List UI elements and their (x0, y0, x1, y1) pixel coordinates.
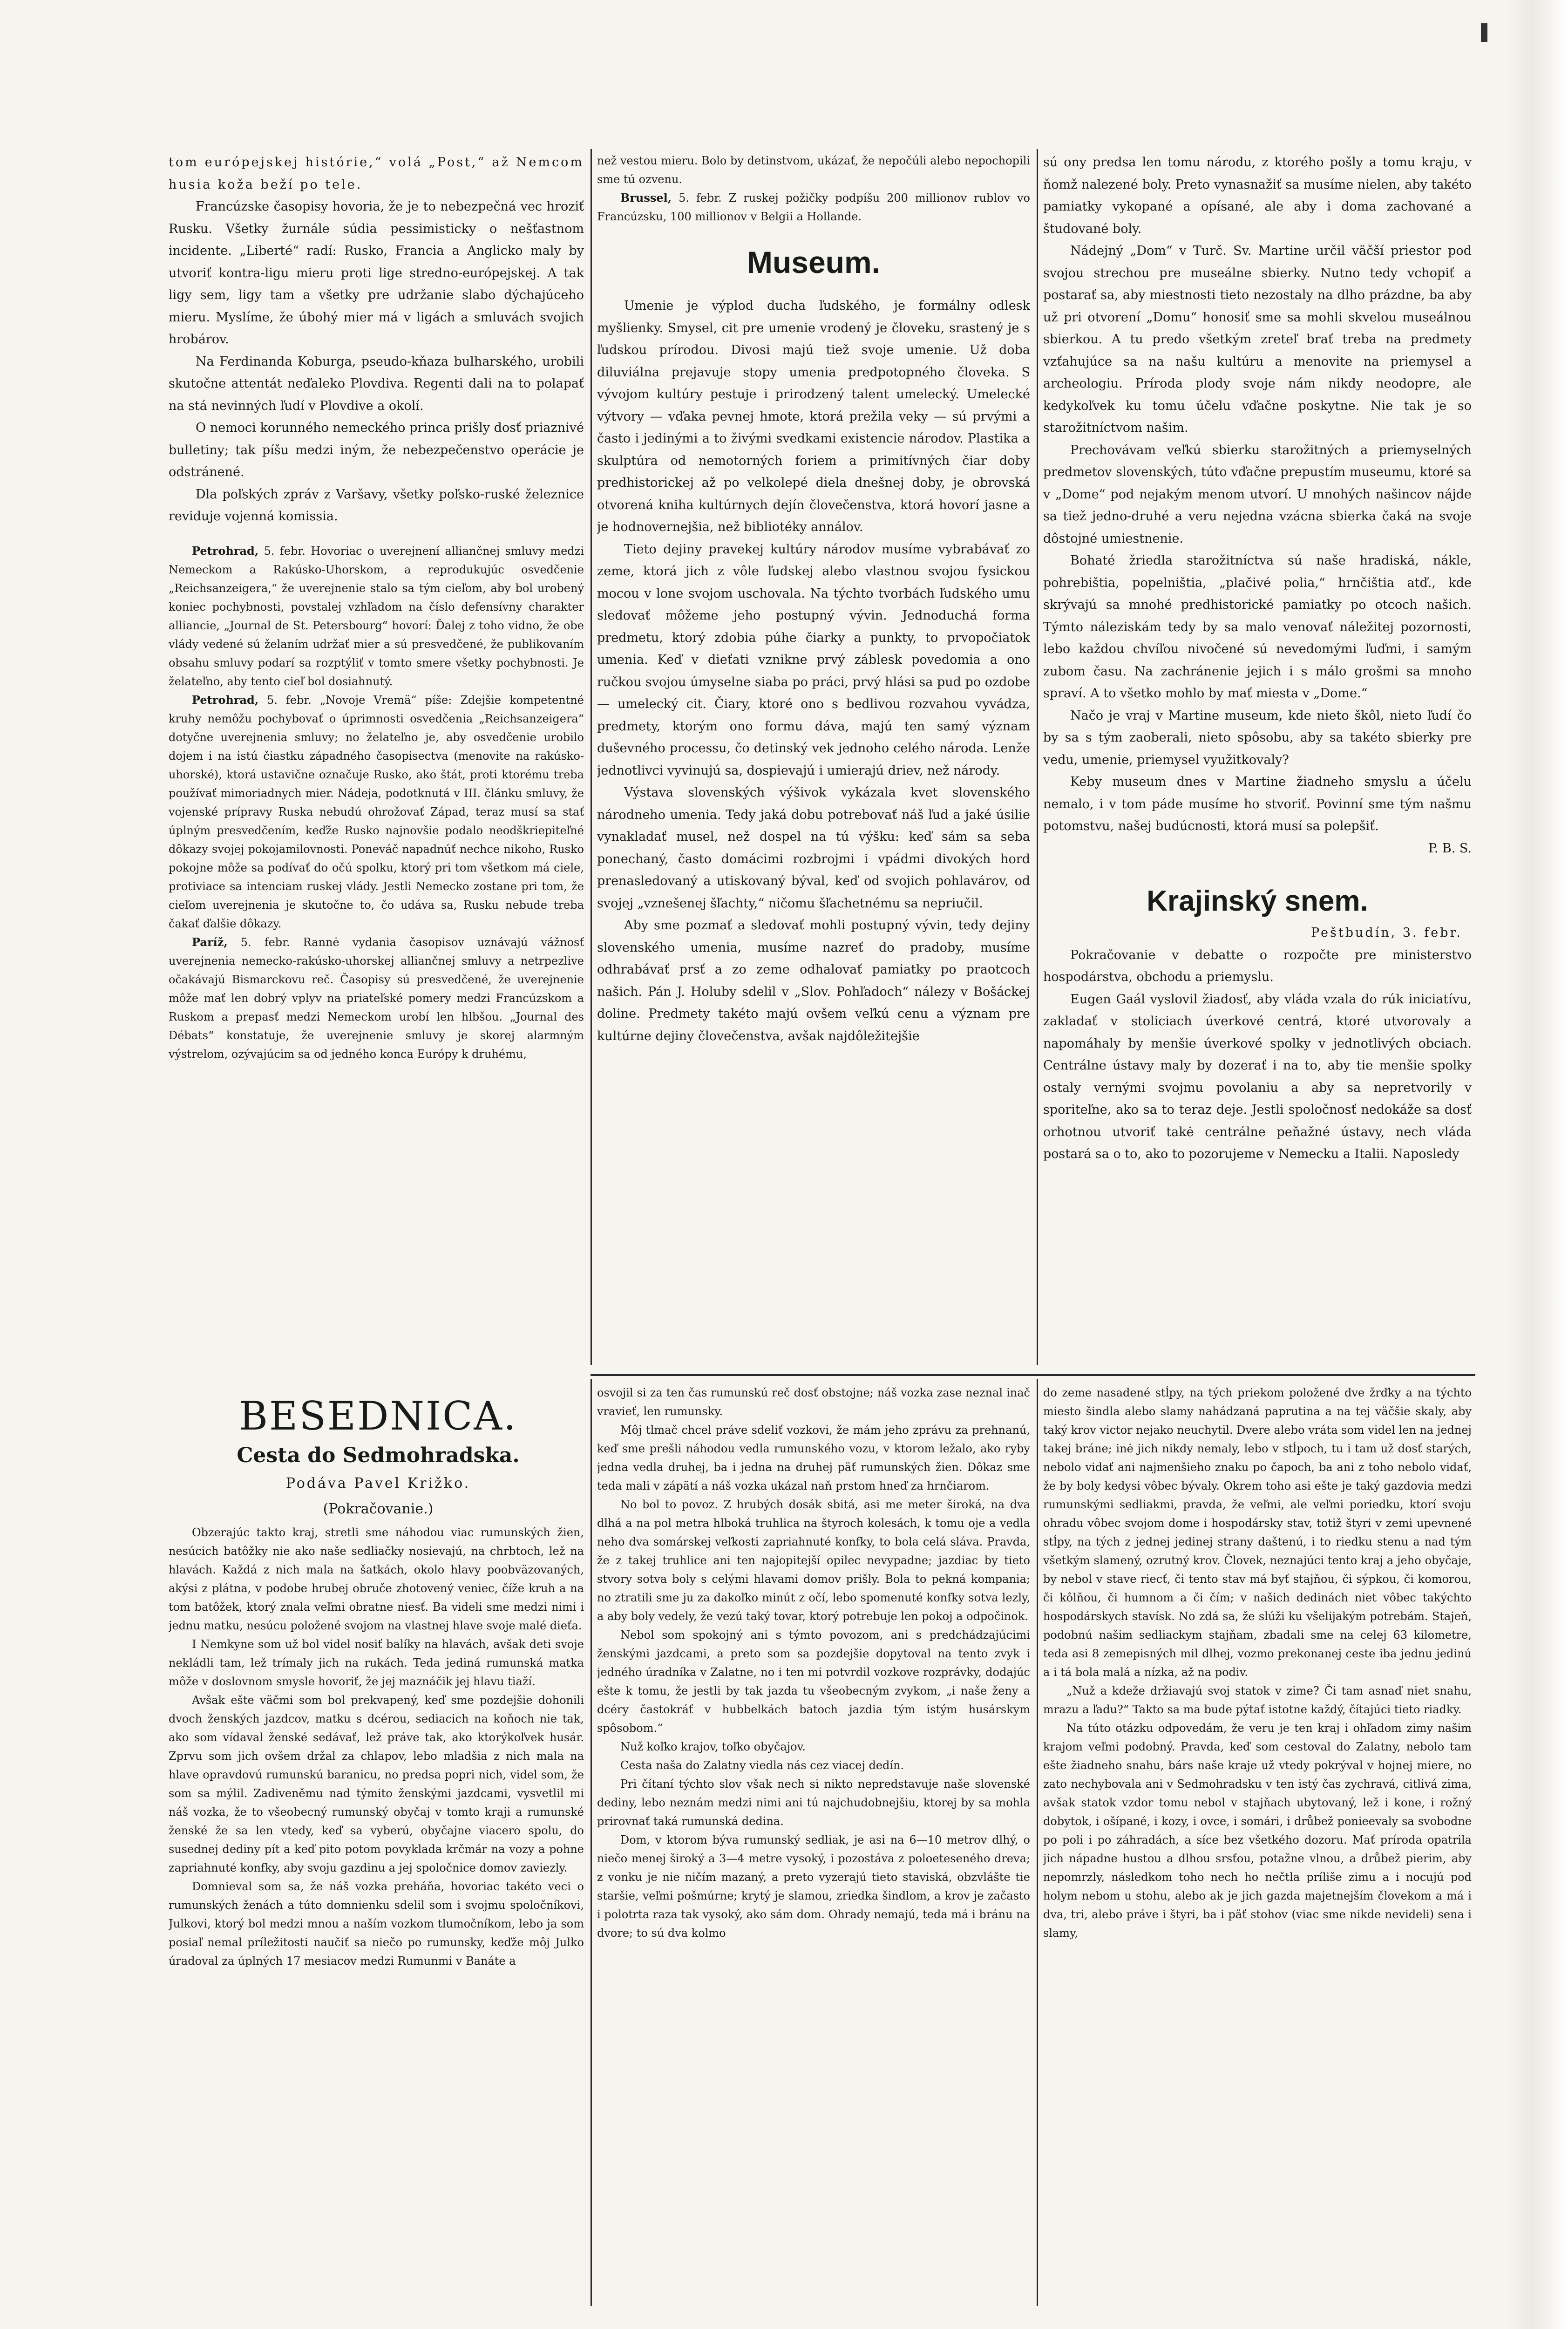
feuilleton-paragraph: Dom, v ktorom býva rumunský sedliak, je asi na 6—10 metrov dlhý, o niečo menej široký a 3—4 metre vysoký, i pozostáva z poloeteseného dreva; z vonku je nie ničím mazaný, a preto vyzerajú tieto staviská, obzvlášte tie staršie, veľmi pošmúrne; krytý je slamou, zriedka šindlom, a krov je začasto i polotrta raza tak vysoký, ako sám dom. Ohrady nemajú, teda má i bránu na dvore; to sú dva kolmo (597, 1833, 1030, 1940)
museum-paragraph: Tieto dejiny pravekej kultúry národov musíme vybrabávať zo zeme, ktorá jich z vôle ľudskej alebo vlastnou svojou fysickou mocou v lone svojom uschovala. Na týchto tvorbách ľudského umu sledovať môžeme jeho postupný vývin. Jednoduchá forma predmetu, ktorý zdobia púhe čiarky a punkty, to prvopočiatok umenia. Keď v dieťati vznikne prvý záblesk povedomia a ono ručkou svojou úmyselne siaba po práci, prvý hlási sa pud po ozdobe — umelecký cit. Čiary, ktoré ono s bedlivou rozvahou vyvádza, predmety, ktorým ono formu dáva, majú ten samý význam duševného processu, čo detinský vek jednoho celého národa. Lenže jednotlivci vyvinujú sa, dospievajú i umierajú driev, než národy. (597, 542, 1030, 778)
feuilleton-divider (591, 1374, 1475, 1376)
feuilleton-paragraph: Nuž koľko krajov, toľko obyčajov. (620, 1740, 806, 1753)
parliament-heading: Krajinský snem. (1147, 885, 1368, 917)
feuilleton-paragraph: Nebol som spokojný ani s týmto povozom, ani s predchádzajúcimi ženskými jazdcami, a preto som sa pozdejšie dopytoval na tento zvyk i jedného úradníka v Zalatne, no i ten mi potvrdil vozkove rozprávky, dodajúc ešte k tomu, že jestli by tak jazda tu všeobecným zvykom, „i naše ženy a dcéry častokráť v hubbelkách batoch jazdia tým istým husárskym spôsobom.“ (597, 1628, 1030, 1735)
news-column-1 (169, 151, 584, 1362)
telegram-block (169, 542, 584, 1063)
telegram-text: 5. febr. Hovoriac o uverejnení alliančnej smluvy medzi Nemeckom a Rakúsko-Uhorskom, a reprodukujúc osvedčenie „Reichsanzeigera,“ že uverejnenie stalo sa tým cieľom, aby bol urobený koniec pochybnosti, povstalej vzhľadom na číslo defensívny charakter alliancie, „Journal de St. Petersbourg“ hovorí: Ďalej z toho vidno, že obe vlády vedené sú želaním udržať mier a sú presvedčené, že publikovaním obsahu smluvy podarí sa rozptýliť v tomto smere všetky pochybnosti. Je želateľno, aby tento cieľ bol dosiahnutý. (169, 544, 584, 688)
museum-paragraph: sú ony predsa len tomu národu, z ktorého pošly a tomu kraju, v ňomž nalezené boly. Preto vynasnažiť sa musíme nielen, aby takéto pamiatky vykopané a opísané, ale aby i doma zachované a študované boly. (1043, 155, 1472, 236)
telegram-text: 5. febr. „Novoje Vremä“ píše: Zdejšie kompetentné kruhy nemôžu pochybovať o úprimnosti osvedčenia „Reichsanzeigera“ dotyčne uverejnenia smluvy; no želateľno je, aby osvedčenie urobilo dojem i na istú čiastku západného časopisectva (menovite na rakúsko-uhorské), ktorá ustavične označuje Rusko, ako štát, proti ktorému treba používať mimoriadnych mier. Nádeja, podotknutá v III. článku smluvy, že vojenské prípravy Ruska nebudú ohrožovať Západ, teraz musí sa stať úplným presvedčením, keďže Rusko najnovšie podalo neodškriepiteľné dôkazy svojej pokojamilovnosti. Poneváč napadnúť nechce nikoho, Rusko pokojne môže sa podívať do očú spolku, ktorý pri tom všetkom má ciele, protiviace sa intenciam ruskej vlády. Jestli Nemecko zostane pri tom, že cieľom uverejnenia je skutočne to, čo udáva sa, Rusku nebude treba čakať ďalšie dôkazy. (169, 693, 584, 930)
column-rule (1037, 149, 1038, 1365)
telegram-text: 5. febr. Rannė vydania časopisov uznávajú vážnosť uverejnenia nemecko-rakúsko-uhorskej alliančnej smluvy a netrpezlive očakávajú Bismarckovu reč. Časopisy sú presvedčené, že uverejnenie môže mať len dobrý vplyv na priateľské pomery medzi Francúzskom a Ruskom a prepasť medzi Nemeckom urobí len hlbšou. „Journal des Débats“ konstatuje, že uverejnenie smluvy je skorej alarmným výstrelom, ozývajúcim sa od jedného konca Európy k druhému, (169, 935, 584, 1061)
museum-heading: Museum. (747, 245, 881, 279)
news-paragraph: Na Ferdinanda Koburga, pseudo-kňaza bulharského, urobili skutočne attentát neďaleko Plovdiva. Regenti dali na to polapať na stá nevinných ľudí v Plovdive a okolí. (169, 354, 584, 413)
feuilleton-paragraph: Na túto otázku odpovedám, že veru je ten kraj i ohľadom zimy našim krajom veľmi podobný. Pravda, keď som cestoval do Zalatny, nebolo tam ešte žiadneho snahu, bárs naše kraje už vtedy pokrýval v hojnej miere, no zato nechybovala ani v Sedmohradsku v ten istý čas zychravá, citlivá zima, avšak statok vzdor tomu nebol v stajňach ubytovaný, lež i kone, i rožný dobytok, i ošípané, i kozy, i ovce, i somári, i drůbež ponieevaly sa svobodne po poli i po záhradách, a síce bez všetkého dozoru. Mať príroda opatrila jich nápadne hustou a dlhou srsťou, potažne vlnou, a drůbež pierim, aby nepomrzly, následkom toho nech ho nečtla príliše zimu a i nocujú pod holym nebom u stohu, alebo ak je jich gazda majetnejším človekom a má i dva, tri, alebo práve i štyri, ba i päť stohov (viac sme nikde nevideli) sena i slamy, (1043, 1722, 1472, 1940)
serial-continuation: (Pokračovanie.) (323, 1501, 434, 1517)
telegram-block (597, 151, 1030, 226)
author-signature: P. B. S. (1428, 841, 1472, 856)
serial-author: Podáva Pavel Križko. (285, 1475, 471, 1491)
feuilleton-column-1 (169, 1523, 584, 2310)
column-rule (591, 149, 592, 1365)
column-rule (1037, 1379, 1038, 2306)
feuilleton-paragraph: do zeme nasadené stĺpy, na tých priekom položené dve žrďky a na týchto miesto šindla alebo slamy nahádzaná paprutina a na tej väčšie skaly, aby taký krov victor nejako neuchytil. Dvere alebo vráta som videl len na jednej takej bráne; inė jich nikdy nemaly, lebo v stĺpoch, tu i tam už dosť starých, nebolo vidať ani najmenšieho znaku po čapoch, ba ani z toho nebolo vidať, že by boly kedysi vôbec bývaly. Okrem toho asi ešte je taký gazdovia medzi rumunskými sedliakmi, pravda, že veľmi, ale veľmi poriedku, ktorí svoju ohradu vôbec svojom dome i hospodársky stav, totiž štyri v zemi upevnené stĺpy, na tých z jednej jedinej strany daštenú, i to riedku stenu a nad tým všetkým slamený, ozrutný krov. Človek, neznajúci tento kraj a jeho obyčaje, by nebol v stave riecť, či tento stav má byť stajňou, či sýpkou, či komorou, či kôlňou, či humnom a či čím; v našich dedinách niet vôbec takýchto hospodárskych stavísk. No zdá sa, že slúži ku všelijakým potrebám. Stajeň, podobnú našim sedliackym stajňam, zbadali sme na celej 63 kilometre, teda asi 8 zemepisných mil dlhej, vozmo prekonanej ceste iba jednu jedinú a i tá bola malá a nízka, až na podiv. (1043, 1386, 1472, 1679)
feuilleton-paragraph: Môj tlmač chcel práve sdeliť vozkovi, že mám jeho zprávu za prehnanú, keď sme prešli náhodou vedla rumunského vozu, v ktorom ležalo, ako ryby jedna vedla druhej, ba i jedna na druhej päť rumunských žien. Dôkaz sme teda mali v zápätí a náš vozka ukázal naň prstom hneď za hrnčiarom. (597, 1423, 1030, 1492)
museum-paragraph: Prechovávam veľkú sbierku starožitných a priemyselných predmetov slovenských, túto vďačne prepustím museumu, ktoré sa v „Dome“ pod nejakým menom utvorí. U mnohých našincov nájde sa tiež jedno-druhé a veru nejedna vzácna sbierka čaká na svoje dôstojné umiestnenie. (1043, 443, 1472, 546)
binding-mark (1481, 23, 1487, 42)
museum-paragraph: Umenie je výplod ducha ľudského, je formálny odlesk myšlienky. Smysel, cit pre umenie vrodený je človeku, srastený je s ľudskou prírodou. Divosi majú tiež svoje umenie. Už doba diluviálna prejavuje stopy umenia predpotopného človeka. S vývojom kultúry pestuje i prirodzený talent umelecký. Umelecké výtvory — vďaka pevnej hmote, ktorá prežila veky — sú prvými a často i jedinými a to živými svedkami existencie národov. Plastika a skulptúra od nemotorných foriem a primitívných čiar doby predhistorickej až po velkolepé diela dnešnej doby, je obrovská otvorená kniha kultúrnych dejín človečenstva, ktorá hovorí jasne a je hodnovernejšia, než bibliotéky annálov. (597, 299, 1030, 534)
parliament-paragraph: Pokračovanie v debatte o rozpočte pre ministerstvo hospodárstva, obchodu a priemyslu. (1043, 947, 1472, 984)
museum-paragraph: Načo je vraj v Martine museum, kde nieto škôl, nieto ľudí čo by sa s tým zaoberali, nieto spôsobu, aby sa takéto sbierky pre vedu, umenie, priemysel využitkovaly? (1043, 708, 1472, 767)
feuilleton-paragraph: Domnieval som sa, že náš vozka preháňa, hovoriac takéto veci o rumunských ženách a túto domnienku sdelil som i svojmu spoločníkovi, Julkovi, ktorý bol medzi mnou a naším vozkom tlumočníkom, lebo ja som posiaľ nemal príležitosti naučiť sa niečo po rumunsky, keďže môj Julko úradoval za úplných 17 mesiacov medzi Rumunmi v Banáte a (169, 1880, 584, 1968)
telegram-item (169, 933, 584, 1063)
museum-paragraph: Nádejný „Dom“ v Turč. Sv. Martine určil väčší priestor pod svojou strechou pre museálne sbierky. Nutno tedy vchopiť a postarať sa, aby miestnosti tieto nezostaly na dlho prázdne, ba aby už pri otvorení „Domu“ honosiť sme sa mohli skvelou museálnou sbierkou. A tu predo všetkým zreteľ brať treba na predmety vzťahujúce sa na našu kultúru a menovite na priemysel a archeologiu. Príroda plody svoje nám nikdy neodopre, ale kedykoľvek ku tomu účelu vďačne poskytne. Nie tak je so starožitníctvom našim. (1043, 244, 1472, 435)
parliament-paragraph: Eugen Gaál vyslovil žiadosť, aby vláda vzala do rúk iniciatívu, zakladať v stoliciach úverkové centrá, ktoré utvorovaly a napomáhaly by menšie úverkové spolky v jednotlivých obciach. Centrálne ústavy maly by dozerať i na to, aby tie menšie spolky ostaly vernými svojmu povolaniu a aby sa nepretvorily v sporiteľne, ako sa to teraz deje. Jestli spoločnosť nedokáže sa dosť orhotnou utvoriť takė centrálne peňažné ústavy, nech vláda postará sa o to, ako to pozorujeme v Nemecku a Italii. Naposledy (1043, 992, 1472, 1161)
telegram-place: Petrohrad, (192, 693, 259, 707)
column-rule (591, 1379, 592, 2306)
telegram-text: 5. febr. Z ruskej požičky podpíšu 200 millionov rublov vo Francúzsku, 100 millionov v Belgii a Hollande. (597, 191, 1030, 223)
feuilleton-paragraph: „Nuž a kdeže držiavajú svoj statok v zime? Či tam asnaď niet snahu, mrazu a ľadu?“ Takto sa ma bude pýtať istotne každý, čítajúci tieto riadky. (1043, 1684, 1472, 1716)
feuilleton-paragraph: No bol to povoz. Z hrubých dosák sbitá, asi me meter široká, na dva dlhá a na pol metra hlboká truhlica na štyroch kolesách, k tomu oje a vedla neho dva somárskej veľkosti zapriahnuté konfky, to bola celá sláva. Pravda, že z takej truhlice ani ten najopitejší opilec nevypadne; jazdiac by tieto stvory sotva boly s celými hlavami domov prišly. Bola to pekná kompania; no ztratili sme ju za dakoľko minút z očí, lebo spomenuté konfky sotva lezly, a aby boly vedely, že vezú taký tovar, ktorý potrebuje len pokoj a odpočinok. (597, 1498, 1030, 1623)
feuilleton-paragraph: Avšak ešte väčmi som bol prekvapený, keď sme pozdejšie dohonili dvoch ženských jazdcov, matku s dcérou, sediacich na koňoch nie tak, ako som vídaval ženské sedávať, lež práve tak, ako ktorýkoľvek husár. Zprvu som jich ovšem držal za chlapov, lebo mladšia z nich mala na hlave opravdovú rumunskú baranicu, no predsa popri nich, videl som, že som sa mýlil. Zadiveněmu nad týmito ženskými jazdcami, vysvetlil mi náš vozka, že to všeobecný rumunský obyčaj v tomto kraji a rumunské ženské že sa len vtedy, keď sa vyberú, obyčajne viacero spolu, do susednej dediny pít a keď pito potom povyklada krčmár na vozy a pohne zapriahnuté konfky, aby svoju gazdinu a jej spoločnice domov zaviezly. (169, 1694, 584, 1874)
feuilleton-paragraph: I Nemkyne som už bol videl nosiť balíky na hlavách, avšak deti svoje nekládli tam, lež trímaly jich na rukách. Teda jediná rumunská matka môže v doslovnom smysle hovoriť, že jej maznáčik jej hlavu tiaží. (169, 1638, 584, 1688)
telegram-item: než vestou mieru. Bolo by detinstvom, ukázať, že nepočúli alebo nepochopili sme tú ozvenu. (597, 154, 1030, 186)
feuilleton-column-2 (597, 1383, 1030, 2310)
feuilleton-paragraph: Cesta naša do Zalatny viedla nás cez viacej dedín. (620, 1759, 904, 1772)
museum-paragraph: Bohaté žriedla starožitníctva sú naše hradiská, nákle, pohrebištia, popelništia, „plačivé polia,“ hrnčištia atď., kde skrývajú sa mnohé predhistorické pamiatky po otcoch našich. Týmto náleziskám tedy by sa malo venovať náležitej pozornosti, lebo každou chvíľou nivočené sú nevedomými ľuďmi, i samým zubom času. Na zachránenie jejich i s málo grošmi sa mnoho spraví. A to všetko mohlo by mať miesta v „Dome.“ (1043, 553, 1472, 701)
feuilleton-paragraph: Obzerajúc takto kraj, stretli sme náhodou viac rumunských žien, nesúcich batôžky nie ako naše sedliačky nosievajú, na chrbtoch, lež na hlavách. Každá z nich mala na šatkách, okolo hlavy poobväzovaných, akýsi z plátna, v podobe hrubej obruče zhotovený veniec, číže kruh a na tom batôžek, ktorý znala veľmi obratne niesť. Ba videli sme medzi nimi i jednu matku, nesúcu položené svojom na vlastnej hlave svoje malé dieťa. (169, 1526, 584, 1632)
feuilleton-paragraph: Pri čítaní týchto slov však nech si nikto nepredstavuje naše slovenské dediny, lebo neznám medzi nimi ani tú najchudobnejšiu, ktorej by sa mohla prirovnať taká rumunská dedina. (597, 1777, 1030, 1828)
feuilleton-column-3 (1043, 1383, 1472, 2310)
news-paragraph: O nemoci korunného nemeckého princa prišly dosť priaznivé bulletiny; tak píšu medzi iným, že nebezpečenstvo operácie je odstránené. (169, 421, 584, 479)
signature-line (1043, 838, 1472, 860)
telegram-item (597, 189, 1030, 226)
telegram-item (169, 542, 584, 691)
telegram-place: Petrohrad, (192, 544, 259, 558)
telegram-place: Brussel, (620, 191, 672, 204)
news-column-3 (1043, 151, 1472, 1362)
museum-paragraph: Aby sme pozmať a sledovať mohli postupný vývin, tedy dejiny slovenského umenia, musíme nazreť do pradoby, musíme odhrabávať prsť a zo zeme odhalovať pamiatky po praotcoch našich. Pán J. Holuby sdelil v „Slov. Pohľadoch“ nálezy v Bošáckej doline. Predmety takéto majú ovšem veľkú cenu a význam pre kultúrne dejiny človečenstva, avšak najdôležitejšie (597, 918, 1030, 1043)
page-edge (1507, 0, 1568, 2329)
news-paragraph: Dla poľských zpráv z Varšavy, všetky poľsko-ruské železnice reviduje vojenná komissia. (169, 487, 584, 524)
feuilleton-paragraph: osvojil si za ten čas rumunskú reč dosť obstojne; náš vozka zase neznal inač vravieť, len rumunsky. (597, 1386, 1030, 1418)
dateline: Peštbudín, 3. febr. (1311, 926, 1462, 940)
serial-title: Cesta do Sedmohradska. (237, 1444, 520, 1467)
telegram-place: Paríž, (192, 935, 228, 949)
news-paragraph: tom európejskej histórie,“ volá „Post,“ až Nemcom husia koža beží po tele. (169, 155, 584, 192)
besednica-title: BESEDNICA. (239, 1393, 517, 1439)
news-paragraph: Francúzske časopisy hovoria, že je to nebezpečná vec hroziť Rusku. Všetky žurnále súdia pessimisticky o nešťastnom incidente. „Liberté“ radí: Rusko, Francia a Anglicko maly by utvoriť kontra-ligu mieru proti lige stredno-európejskej. A tak ligy sem, ligy tam a všetky pre udržanie slabo dýchajúceho mieru. Myslíme, že úbohý mier má v ligách a smluvách svojich hrobárov. (169, 199, 584, 347)
telegram-item (169, 691, 584, 933)
museum-paragraph: Výstava slovenských výšivok vykázala kvet slovenského národneho umenia. Tedy jaká dobu potrebovať náš ľud a jaké úsilie vynakladať musel, než dospel na tú výšku: keď sám sa seba ponechaný, často domácimi rozbrojmi i vpádmi divokých hord prenasledovaný a utiskovaný býval, keď od svojich pohlavárov, od svojej „vznešenej šľachty,“ ničomu šľachetnému sa nepriučil. (597, 785, 1030, 911)
news-column-2 (597, 151, 1030, 1362)
museum-paragraph: Keby museum dnes v Martine žiadneho smyslu a účelu nemalo, i v tom páde musíme ho stvoriť. Povinní sme tým našmu potomstvu, našej budúcnosti, ktorá musí sa polepšiť. (1043, 775, 1472, 833)
